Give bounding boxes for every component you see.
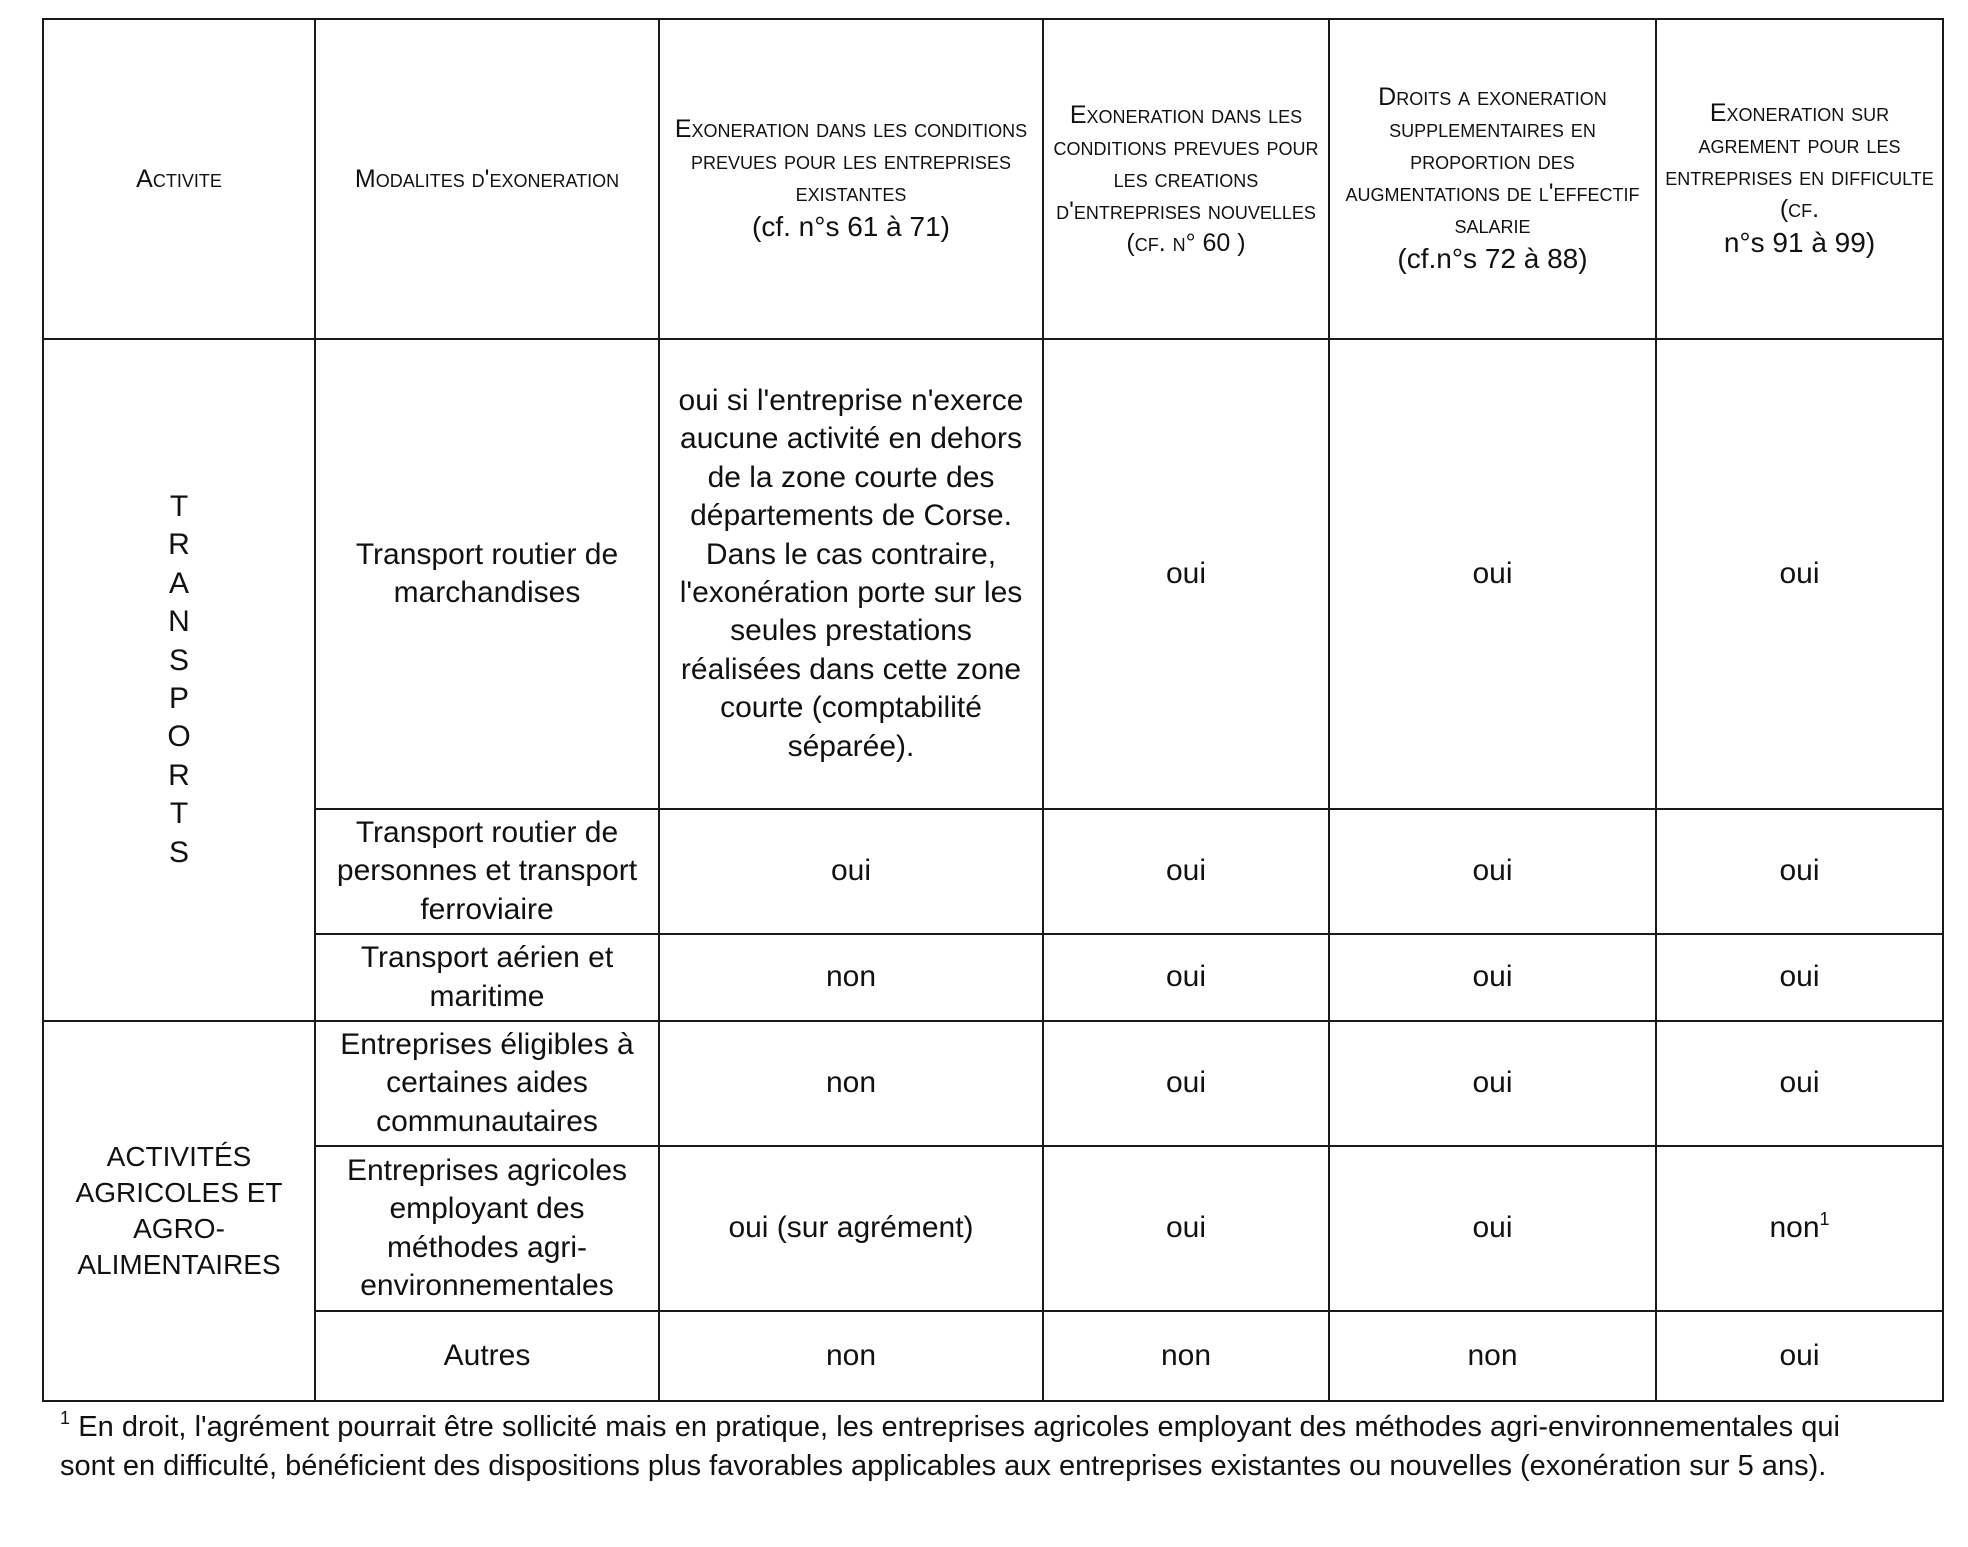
col2-cell: non xyxy=(1043,1311,1329,1401)
table-row xyxy=(43,1021,1943,1146)
col3-cell: non xyxy=(1329,1311,1656,1401)
col1-cell: non xyxy=(659,934,1043,1021)
col1-cell: oui (sur agrément) xyxy=(659,1146,1043,1311)
col4-cell: oui xyxy=(1656,934,1943,1021)
activity-transports: T R A N S P O R T S xyxy=(43,339,315,1021)
header-ref: (cf.n°s 72 à 88) xyxy=(1397,243,1588,275)
col3-cell: oui xyxy=(1329,809,1656,934)
header-creations-entreprises: Exoneration dans les conditions prevues pour les creations d'entreprises nouvelles (cf. n° 60 ) xyxy=(1043,19,1329,339)
col3-cell: oui xyxy=(1329,1021,1656,1146)
col4-cell: oui xyxy=(1656,339,1943,809)
modalite-cell: Transport aérien et maritime xyxy=(315,934,659,1021)
footnote xyxy=(60,1408,1840,1487)
col3-cell: oui xyxy=(1329,339,1656,809)
modalite-cell: Transport routier de marchandises xyxy=(315,339,659,809)
header-modalites: Modalites d'exoneration xyxy=(315,19,659,339)
header-activite: Activite xyxy=(43,19,315,339)
header-entreprises-difficulte: Exoneration sur agrement pour les entreprises en difficulte (cf. n°s 91 à 99) xyxy=(1656,19,1943,339)
footnote-marker: 1 xyxy=(60,1408,71,1428)
header-row xyxy=(43,19,1943,339)
col4-value: non xyxy=(1769,1211,1820,1245)
table-row xyxy=(43,1311,1943,1401)
col1-cell: non xyxy=(659,1021,1043,1146)
col1-cell: non xyxy=(659,1311,1043,1401)
col2-cell: oui xyxy=(1043,339,1329,809)
header-droits-supplementaires: Droits a exoneration supplementaires en proportion des augmentations de l'effectif salarie (cf.n°s 72 à 88) xyxy=(1329,19,1656,339)
table-row xyxy=(43,809,1943,934)
col4-cell xyxy=(1656,1146,1943,1311)
header-ref: n°s 91 à 99) xyxy=(1723,227,1876,259)
footnote-ref: 1 xyxy=(1819,1209,1830,1230)
col1-cell xyxy=(659,339,1043,809)
modalite-cell: Autres xyxy=(315,1311,659,1401)
col4-cell: oui xyxy=(1656,809,1943,934)
col2-cell: oui xyxy=(1043,1021,1329,1146)
col1-cell: oui xyxy=(659,809,1043,934)
col2-cell: oui xyxy=(1043,934,1329,1021)
col1-text: oui si l'entreprise n'exerce aucune activité en dehors de la zone courte des départements de Corse. Dans le cas contraire, l'exonération porte sur les seules prestations réalisées dans cette zone courte (comptabilité séparée). xyxy=(678,384,1024,763)
col2-cell: oui xyxy=(1043,809,1329,934)
table-row xyxy=(43,339,1943,809)
footnote-text: En droit, l'agrément pourrait être sollicité mais en pratique, les entreprises agricoles employant des méthodes agri-environnementales qui sont en difficulté, bénéficient des dispositions plus favorables applicables aux entreprises existantes ou nouvelles (exonération sur 5 ans). xyxy=(60,1411,1840,1483)
modalite-cell: Entreprises agricoles employant des méthodes agri-environnementales xyxy=(315,1146,659,1311)
col4-cell: oui xyxy=(1656,1021,1943,1146)
exoneration-table xyxy=(42,18,1944,1402)
modalite-cell: Entreprises éligibles à certaines aides communautaires xyxy=(315,1021,659,1146)
modalite-cell: Transport routier de personnes et transport ferroviaire xyxy=(315,809,659,934)
col2-cell: oui xyxy=(1043,1146,1329,1311)
col4-cell: oui xyxy=(1656,1311,1943,1401)
table-row xyxy=(43,934,1943,1021)
table-row xyxy=(43,1146,1943,1311)
header-ref: (cf. n°s 61 à 71) xyxy=(752,211,950,243)
activity-agricoles: ACTIVITÉS AGRICOLES ET AGRO-ALIMENTAIRES xyxy=(43,1021,315,1401)
col3-cell: oui xyxy=(1329,934,1656,1021)
header-entreprises-existantes: Exoneration dans les conditions prevues pour les entreprises existantes (cf. n°s 61 à 71) xyxy=(659,19,1043,339)
col3-cell: oui xyxy=(1329,1146,1656,1311)
